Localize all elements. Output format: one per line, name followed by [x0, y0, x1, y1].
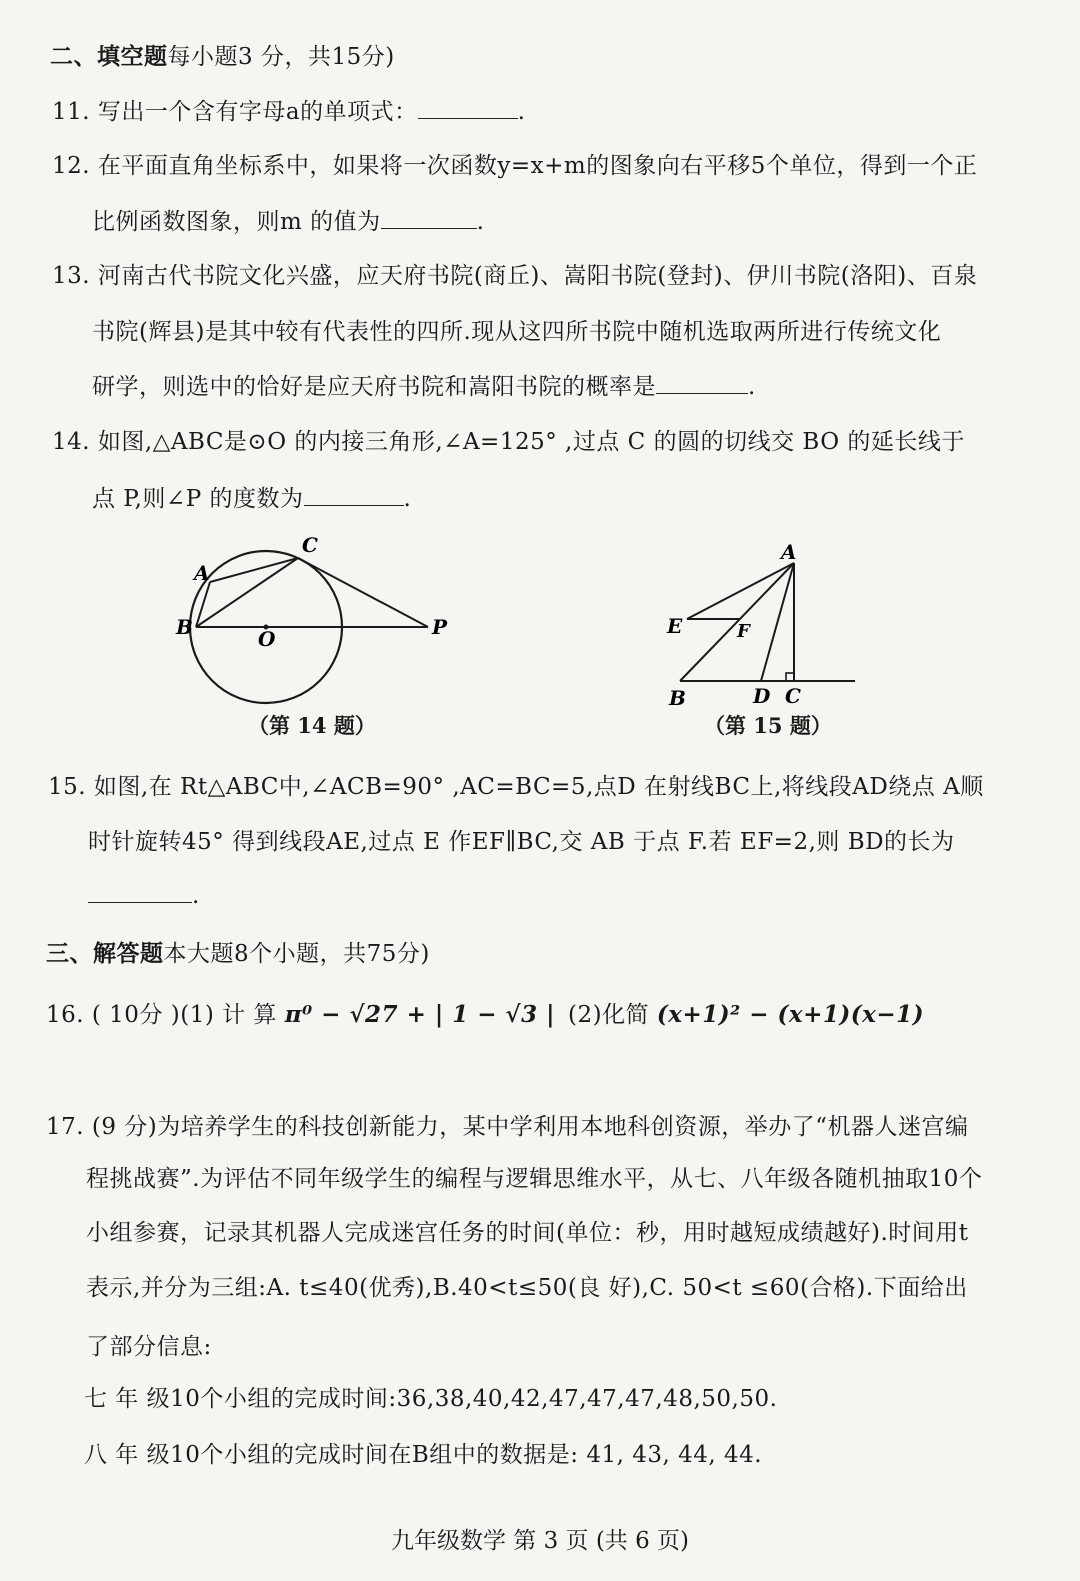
period: .	[476, 209, 485, 235]
part-2-label: (2)化简	[568, 1002, 650, 1028]
question-13-line-2	[92, 313, 941, 346]
question-13-line-1	[52, 257, 977, 290]
part-1-expression: π⁰ − √27 + | 1 − √3 |	[284, 1001, 556, 1028]
period: .	[748, 374, 756, 400]
question-15-line-2	[88, 823, 955, 856]
question-number: 14.	[52, 429, 91, 455]
label-b: B	[176, 615, 193, 639]
question-17-grade-8-data	[84, 1436, 762, 1469]
question-text: 点 P,则∠P 的度数为	[92, 486, 304, 512]
question-text: 了部分信息:	[86, 1334, 212, 1360]
question-number: 11.	[52, 99, 91, 125]
part-1-label: ( 10分 )(1) 计 算	[91, 1002, 277, 1028]
period: .	[517, 99, 526, 125]
question-12-line-1	[52, 147, 977, 180]
question-15-line-3	[88, 880, 200, 909]
question-text: 七 年 级10个小组的完成时间:36,38,40,42,47,47,47,48,50,50.	[84, 1386, 778, 1412]
section-2-note: 每小题3 分，共15分)	[167, 44, 395, 70]
label-b: B	[669, 686, 686, 710]
segment-ae	[687, 563, 794, 619]
question-text: 研学，则选中的恰好是应天府书院和嵩阳书院的概率是	[92, 374, 656, 400]
question-16-part-2	[568, 996, 924, 1029]
question-17-line-3	[86, 1214, 969, 1247]
question-17-line-1	[46, 1108, 969, 1141]
segment-ac	[210, 558, 298, 582]
period: .	[403, 486, 412, 512]
question-text: 小组参赛，记录其机器人完成迷宫任务的时间(单位：秒，用时越短成绩越好).时间用t	[86, 1220, 969, 1246]
question-text: (9 分)为培养学生的科技创新能力，某中学利用本地科创资源，举办了“机器人迷宫编	[91, 1114, 969, 1140]
question-17-line-5	[86, 1328, 212, 1361]
question-text: 八 年 级10个小组的完成时间在B组中的数据是: 41, 43, 44, 44.	[84, 1442, 763, 1468]
label-e: E	[667, 614, 683, 638]
label-a: A	[194, 561, 210, 585]
figure-14	[170, 530, 470, 710]
question-text: 如图,在 Rt△ABC中,∠ACB=90° ,AC=BC=5,点D 在射线BC上,将线段AD绕点 A顺	[93, 774, 984, 800]
question-17-line-2	[86, 1160, 982, 1193]
label-f: F	[737, 621, 750, 642]
question-number: 15.	[48, 774, 87, 800]
question-text: 表示,并分为三组:A. t≤40(优秀),B.40<t≤50(良 好),C. 50<t ≤60(合格).下面给出	[86, 1275, 968, 1301]
answer-blank[interactable]	[381, 206, 477, 229]
question-number: 13.	[52, 263, 91, 289]
question-14-line-2	[92, 480, 411, 513]
part-2-expression: (x+1)² − (x+1)(x−1)	[656, 1001, 925, 1028]
question-text: 比例函数图象，则m 的值为	[92, 209, 381, 235]
section-2-header	[50, 38, 395, 71]
label-c: C	[785, 684, 801, 708]
question-number: 16.	[46, 1002, 85, 1028]
question-number: 17.	[46, 1114, 85, 1140]
page-footer: 九年级数学 第 3 页 (共 6 页)	[390, 1528, 690, 1554]
label-c: C	[302, 533, 318, 557]
question-text: 在平面直角坐标系中，如果将一次函数y=x+m的图象向右平移5个单位，得到一个正	[97, 153, 978, 179]
answer-blank[interactable]	[418, 96, 518, 119]
answer-blank[interactable]	[656, 371, 748, 394]
question-14-line-1	[52, 423, 965, 456]
figure-15	[655, 535, 870, 710]
figure-15-caption: （第 15 题）	[704, 713, 832, 738]
label-o: O	[258, 627, 276, 651]
answer-blank[interactable]	[88, 880, 192, 903]
label-d: D	[753, 684, 771, 708]
question-17-grade-7-data	[84, 1380, 777, 1413]
question-text: 写出一个含有字母a的单项式：	[97, 99, 418, 125]
question-12-line-2	[92, 203, 484, 236]
figure-14-caption: （第 14 题）	[248, 713, 376, 738]
answer-blank[interactable]	[304, 483, 404, 506]
question-11	[52, 93, 525, 126]
right-angle-mark	[786, 673, 794, 681]
section-3-title: 三、解答题	[46, 940, 164, 967]
section-2-title: 二、填空题	[50, 43, 168, 70]
label-p: P	[432, 615, 448, 639]
question-17-line-4	[86, 1269, 968, 1302]
question-text: 书院(辉县)是其中较有代表性的四所.现从这四所书院中随机选取两所进行传统文化	[92, 319, 942, 345]
question-number: 12.	[52, 153, 91, 179]
section-3-note: 本大题8个小题，共75分)	[163, 941, 430, 967]
section-3-header	[46, 935, 430, 968]
segment-bc	[196, 558, 298, 627]
question-13-line-3	[92, 368, 756, 401]
question-text: 如图,△ABC是⊙O 的内接三角形,∠A=125° ,过点 C 的圆的切线交 BO 的延长线于	[97, 429, 965, 455]
question-text: 河南古代书院文化兴盛，应天府书院(商丘)、嵩阳书院(登封)、伊川书院(洛阳)、百泉	[97, 263, 978, 289]
question-16	[46, 996, 555, 1029]
period: .	[192, 883, 200, 909]
label-a: A	[781, 540, 797, 564]
question-15-line-1	[48, 768, 984, 801]
segment-ab	[196, 582, 210, 627]
question-text: 时针旋转45° 得到线段AE,过点 E 作EF∥BC,交 AB 于点 F.若 EF=2,则 BD的长为	[88, 829, 955, 855]
question-text: 程挑战赛”.为评估不同年级学生的编程与逻辑思维水平，从七、八年级各随机抽取10个	[86, 1166, 983, 1192]
tangent-cp	[298, 558, 428, 627]
